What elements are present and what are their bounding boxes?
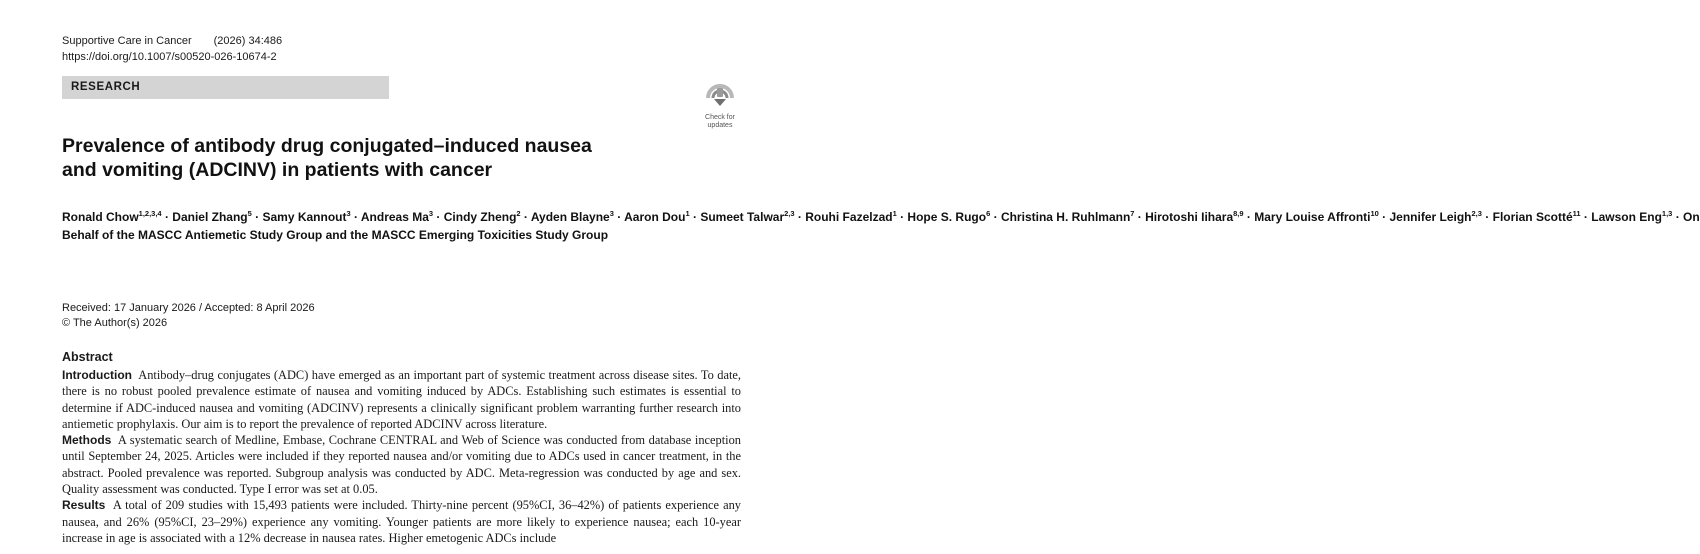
journal-issue: (2026) 34:486 bbox=[213, 35, 283, 47]
check-for-updates-line2: updates bbox=[707, 121, 733, 129]
author-name[interactable] bbox=[1001, 210, 1135, 224]
author-name[interactable] bbox=[1493, 210, 1581, 224]
author-name[interactable] bbox=[531, 210, 614, 224]
author-affiliation: 1,2,3,4 bbox=[138, 209, 162, 218]
author-name-text: Hope S. Rugo bbox=[907, 210, 987, 224]
author-affiliation: 3 bbox=[346, 209, 351, 218]
author-name[interactable] bbox=[1591, 210, 1672, 224]
author-affiliation: 2 bbox=[516, 209, 521, 218]
author-separator: · bbox=[896, 210, 908, 224]
author-affiliation: 1 bbox=[685, 209, 690, 218]
author-separator: · bbox=[433, 210, 444, 224]
author-affiliation: 2,3 bbox=[1471, 209, 1482, 218]
copyright-notice: © The Author(s) 2026 bbox=[62, 317, 168, 329]
abstract-introduction bbox=[62, 367, 741, 432]
check-for-updates-icon bbox=[702, 84, 738, 108]
author-name[interactable] bbox=[700, 210, 794, 224]
author-separator: · bbox=[350, 210, 361, 224]
author-affiliation: 2,3 bbox=[784, 209, 795, 218]
doi-link[interactable]: https://doi.org/10.1007/s00520-026-10674-2 bbox=[62, 51, 277, 63]
author-name-text: Christina H. Ruhlmann bbox=[1000, 210, 1131, 224]
author-affiliation: 11 bbox=[1572, 209, 1581, 218]
author-affiliation: 1,3 bbox=[1661, 209, 1673, 218]
author-name[interactable] bbox=[1254, 210, 1379, 224]
author-name[interactable] bbox=[444, 210, 521, 224]
author-affiliation: 7 bbox=[1130, 209, 1135, 218]
author-affiliation: 3 bbox=[428, 209, 434, 218]
abstract-methods-text: A systematic search of Medline, Embase, Cochrane CENTRAL and Web of Science was conducted from database inception until September 24, 2025. Articles were included if they reported nausea and/or vomiting due to ADCs used in cancer treatment, in the abstract. Pooled prevalence was reported. Subgroup analysis was conducted by ADC. Meta-regression was conducted by age and sex. Quality assessment was conducted. Type I error was set at 0.05. bbox=[62, 433, 741, 497]
author-name[interactable] bbox=[62, 210, 162, 224]
author-name-text: Jennifer Leigh bbox=[1389, 210, 1472, 224]
abstract-results-label: Results bbox=[62, 498, 106, 513]
author-name-text: Cindy Zheng bbox=[443, 210, 517, 224]
author-affiliation: 5 bbox=[247, 209, 252, 218]
author-separator: · bbox=[1134, 210, 1146, 224]
author-name-text: Ayden Blayne bbox=[530, 210, 610, 224]
author-name-text: Andreas Ma bbox=[360, 210, 429, 224]
author-affiliation: 6 bbox=[986, 209, 991, 218]
author-separator: · bbox=[161, 210, 173, 224]
author-name-text: Lawson Eng bbox=[1591, 210, 1662, 224]
abstract-results-text: A total of 209 studies with 15,493 patients were included. Thirty-nine percent (95%CI, 36–42%) of patients experience any nausea, and 26% (95%CI, 23–29%) experience any vomiting. Younger patients are more likely to experience nausea; each 10-year increase in age is associated with a 12% decrease in nausea rates. Higher emetogenic ADCs include bbox=[62, 498, 741, 545]
author-separator: · bbox=[613, 210, 625, 224]
author-name[interactable] bbox=[907, 210, 990, 224]
author-name-text: Samy Kannout bbox=[262, 210, 347, 224]
author-list bbox=[62, 208, 1700, 244]
author-name-text: Hirotoshi Iihara bbox=[1145, 210, 1234, 224]
author-affiliation: 8,9 bbox=[1233, 209, 1244, 218]
author-separator: · bbox=[251, 210, 263, 224]
author-affiliation: 1 bbox=[892, 209, 897, 218]
author-name[interactable] bbox=[805, 210, 897, 224]
abstract-introduction-label: Introduction bbox=[62, 368, 132, 382]
author-name-text: On Behalf of the MASCC Antiemetic Study Group and the MASCC Emerging Toxicities Study Group bbox=[62, 210, 1700, 242]
author-separator: · bbox=[1243, 210, 1255, 224]
author-separator: · bbox=[1378, 210, 1390, 224]
author-name-text: Sumeet Talwar bbox=[700, 210, 785, 224]
author-name-text: Rouhi Fazelzad bbox=[805, 210, 893, 224]
article-dates bbox=[62, 301, 315, 331]
author-separator: · bbox=[1481, 210, 1493, 224]
author-separator: · bbox=[1580, 210, 1592, 224]
author-name-text: Ronald Chow bbox=[62, 210, 139, 224]
author-name-text: Florian Scotté bbox=[1492, 210, 1573, 224]
author-name[interactable] bbox=[361, 210, 433, 224]
author-name-text: Mary Louise Affronti bbox=[1254, 210, 1371, 224]
check-for-updates-badge[interactable] bbox=[700, 84, 740, 129]
abstract-results bbox=[62, 497, 741, 546]
journal-name: Supportive Care in Cancer bbox=[62, 35, 192, 47]
author-affiliation: 3 bbox=[609, 209, 614, 218]
author-separator: · bbox=[794, 210, 806, 224]
check-for-updates-line1: Check for bbox=[705, 114, 735, 121]
abstract-methods bbox=[62, 432, 741, 497]
author-separator: · bbox=[990, 210, 1001, 224]
abstract-heading: Abstract bbox=[62, 350, 113, 364]
abstract-methods-label: Methods bbox=[62, 433, 112, 448]
author-name-text: Aaron Dou bbox=[624, 210, 686, 224]
article-title: Prevalence of antibody drug conjugated–induced nausea and vomiting (ADCINV) in patients with cancer bbox=[62, 135, 592, 181]
author-name[interactable] bbox=[1145, 210, 1243, 224]
author-separator: · bbox=[520, 210, 531, 224]
author-name[interactable] bbox=[624, 210, 690, 224]
author-affiliation: 10 bbox=[1370, 209, 1379, 218]
author-separator: · bbox=[1672, 210, 1684, 224]
author-name[interactable] bbox=[172, 210, 252, 224]
received-accepted-dates: Received: 17 January 2026 / Accepted: 8 April 2026 bbox=[62, 302, 315, 314]
author-name[interactable] bbox=[1390, 210, 1482, 224]
author-separator: · bbox=[689, 210, 701, 224]
journal-header bbox=[62, 35, 282, 47]
author-name[interactable] bbox=[262, 210, 350, 224]
abstract-introduction-text: Antibody–drug conjugates (ADC) have emerged as an important part of systemic treatment across disease sites. To date, there is no robust pooled prevalence estimate of nausea and vomiting induced by ADCs. Establishing such estimates is essential to determine if ADC-induced nausea and vomiting (ADCINV) represents a clinically significant problem warranting further research into antiemetic prophylaxis. Our aim is to report the prevalence of reported ADCINV across literature. bbox=[62, 368, 741, 431]
section-label: RESEARCH bbox=[62, 76, 389, 99]
abstract-body bbox=[62, 367, 741, 546]
author-name-text: Daniel Zhang bbox=[172, 210, 248, 224]
